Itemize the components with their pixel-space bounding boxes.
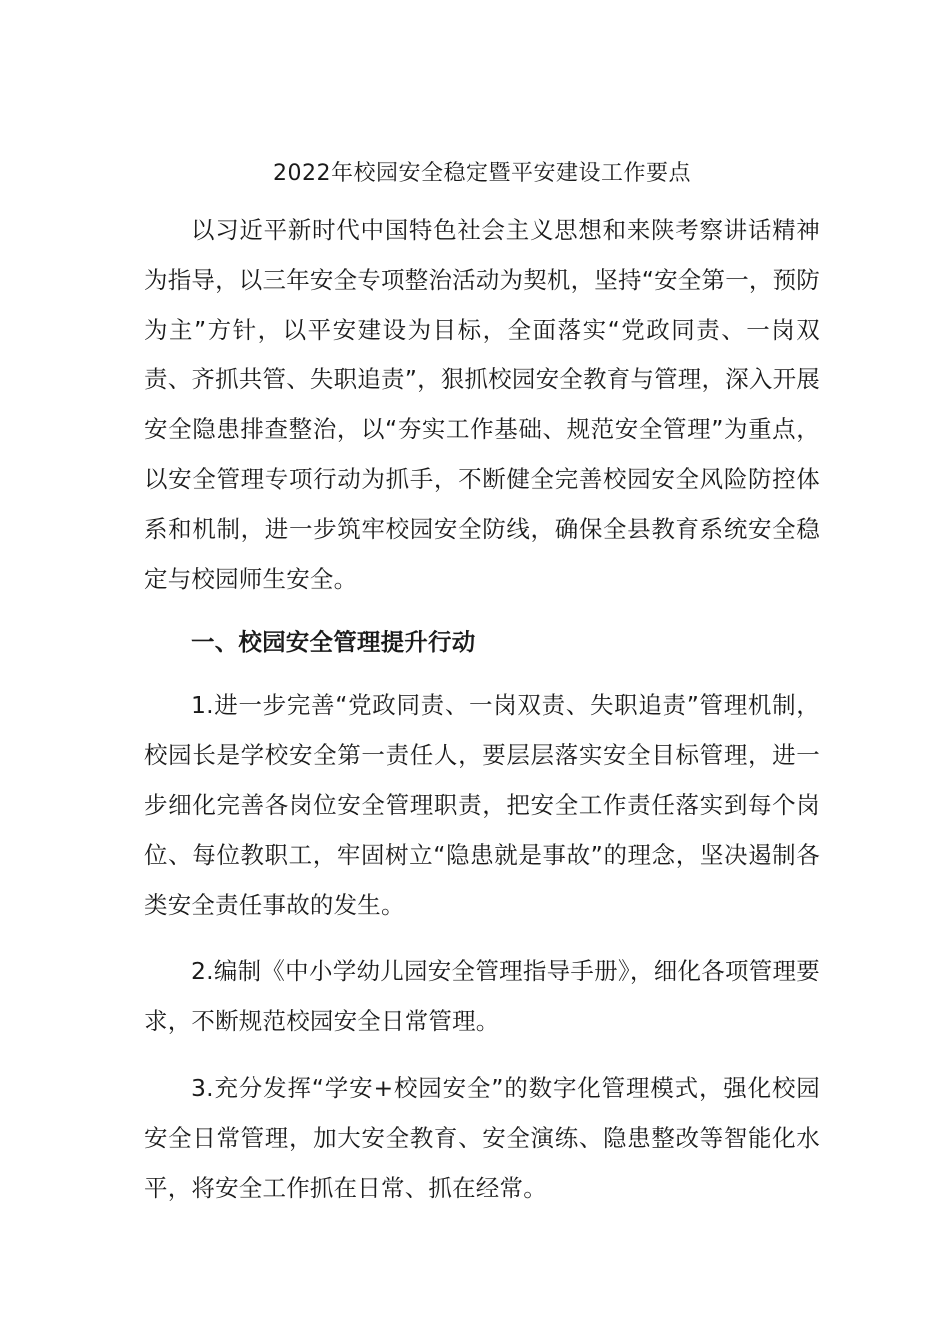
spacer — [144, 604, 820, 618]
intro-paragraph: 以习近平新时代中国特色社会主义思想和来陕考察讲话精神为指导，以三年安全专项整治活动为契机，坚持“安全第一，预防为主”方针，以平安建设为目标，全面落实“党政同责、一岗双责、齐抓共管、失职追责”，狠抓校园安全教育与管理，深入开展安全隐患排查整治，以“夯实工作基础、规范安全管理”为重点，以安全管理专项行动为抓手，不断健全完善校园安全风险防控体系和机制，进一步筑牢校园安全防线，确保全县教育系统安全稳定与校园师生安全。 — [144, 216, 820, 593]
section-heading-1: 一、校园安全管理提升行动 — [191, 628, 476, 657]
document-title: 2022年校园安全稳定暨平安建设工作要点 — [273, 161, 691, 186]
spacer — [144, 667, 820, 681]
list-item-3: 3.充分发挥“学安+校园安全”的数字化管理模式，强化校园安全日常管理，加大安全教育、安全演练、隐患整改等智能化水平，将安全工作抓在日常、抓在经常。 — [144, 1073, 820, 1202]
document-body — [144, 154, 820, 1213]
list-item-2: 2.编制《中小学幼儿园安全管理指导手册》，细化各项管理要求，不断规范校园安全日常管理。 — [144, 957, 820, 1036]
spacer — [144, 930, 820, 947]
spacer — [144, 1047, 820, 1064]
list-item-1: 1.进一步完善“党政同责、一岗双责、失职追责”管理机制，校园长是学校安全第一责任人，要层层落实安全目标管理，进一步细化完善各岗位安全管理职责，把安全工作责任落实到每个岗位、每位教职工，牢固树立“隐患就是事故”的理念，坚决遏制各类安全责任事故的发生。 — [144, 691, 820, 919]
